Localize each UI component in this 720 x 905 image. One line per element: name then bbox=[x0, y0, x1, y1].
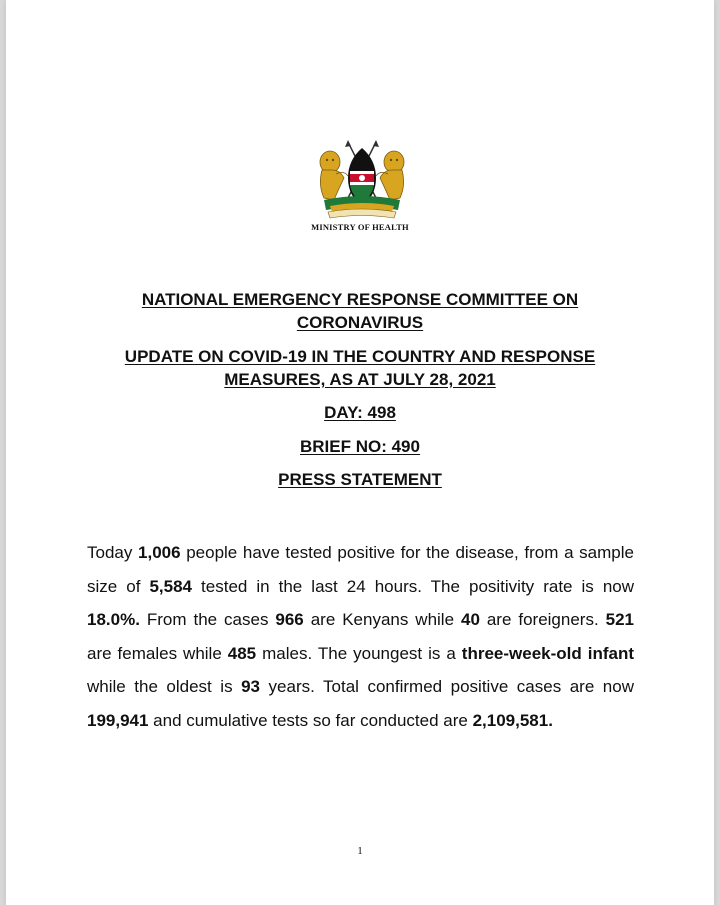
brief-number: BRIEF NO: 490 bbox=[300, 437, 420, 456]
press-statement-label: PRESS STATEMENT bbox=[278, 470, 442, 489]
sample-size-value: 5,584 bbox=[149, 576, 193, 596]
update-title-line2: MEASURES, AS AT JULY 28, 2021 bbox=[224, 370, 496, 389]
males-value: 485 bbox=[227, 643, 257, 663]
kenya-coat-of-arms-icon bbox=[310, 140, 414, 220]
day-label: DAY: 498 bbox=[324, 403, 396, 422]
positivity-rate-value: 18.0%. bbox=[87, 610, 140, 629]
kenyans-value: 966 bbox=[275, 610, 304, 629]
total-cases-value: 199,941 bbox=[87, 710, 149, 730]
foreigners-value: 40 bbox=[460, 610, 480, 629]
committee-title-line1: NATIONAL EMERGENCY RESPONSE COMMITTEE ON bbox=[141, 290, 579, 309]
statement-paragraph: Today 1,006 people have tested positive for the disease, from a sample size of 5,584 tested in the last 24 hours. The positivity rate is now 18.0%. From the cases 966 are Kenyans while 40 are foreigners. 521 are females while 485 males. The youngest is a three-week-old infant while the oldest is 93 years. Total confirmed positive cases are now 199,941 and cumulative tests so far conducted are 2,109,581. bbox=[87, 543, 635, 730]
females-value: 521 bbox=[605, 610, 634, 629]
cumulative-tests-value: 2,109,581. bbox=[472, 710, 553, 730]
new-cases-value: 1,006 bbox=[138, 543, 181, 562]
ministry-name: MINISTRY OF HEALTH bbox=[311, 222, 409, 232]
oldest-value: 93 bbox=[241, 677, 261, 696]
committee-title-line2: CORONAVIRUS bbox=[296, 313, 424, 332]
youngest-value: three-week-old infant bbox=[461, 643, 634, 663]
page-number: 1 bbox=[357, 845, 363, 857]
update-title-line1: UPDATE ON COVID-19 IN THE COUNTRY AND RESPONSE bbox=[124, 347, 596, 366]
